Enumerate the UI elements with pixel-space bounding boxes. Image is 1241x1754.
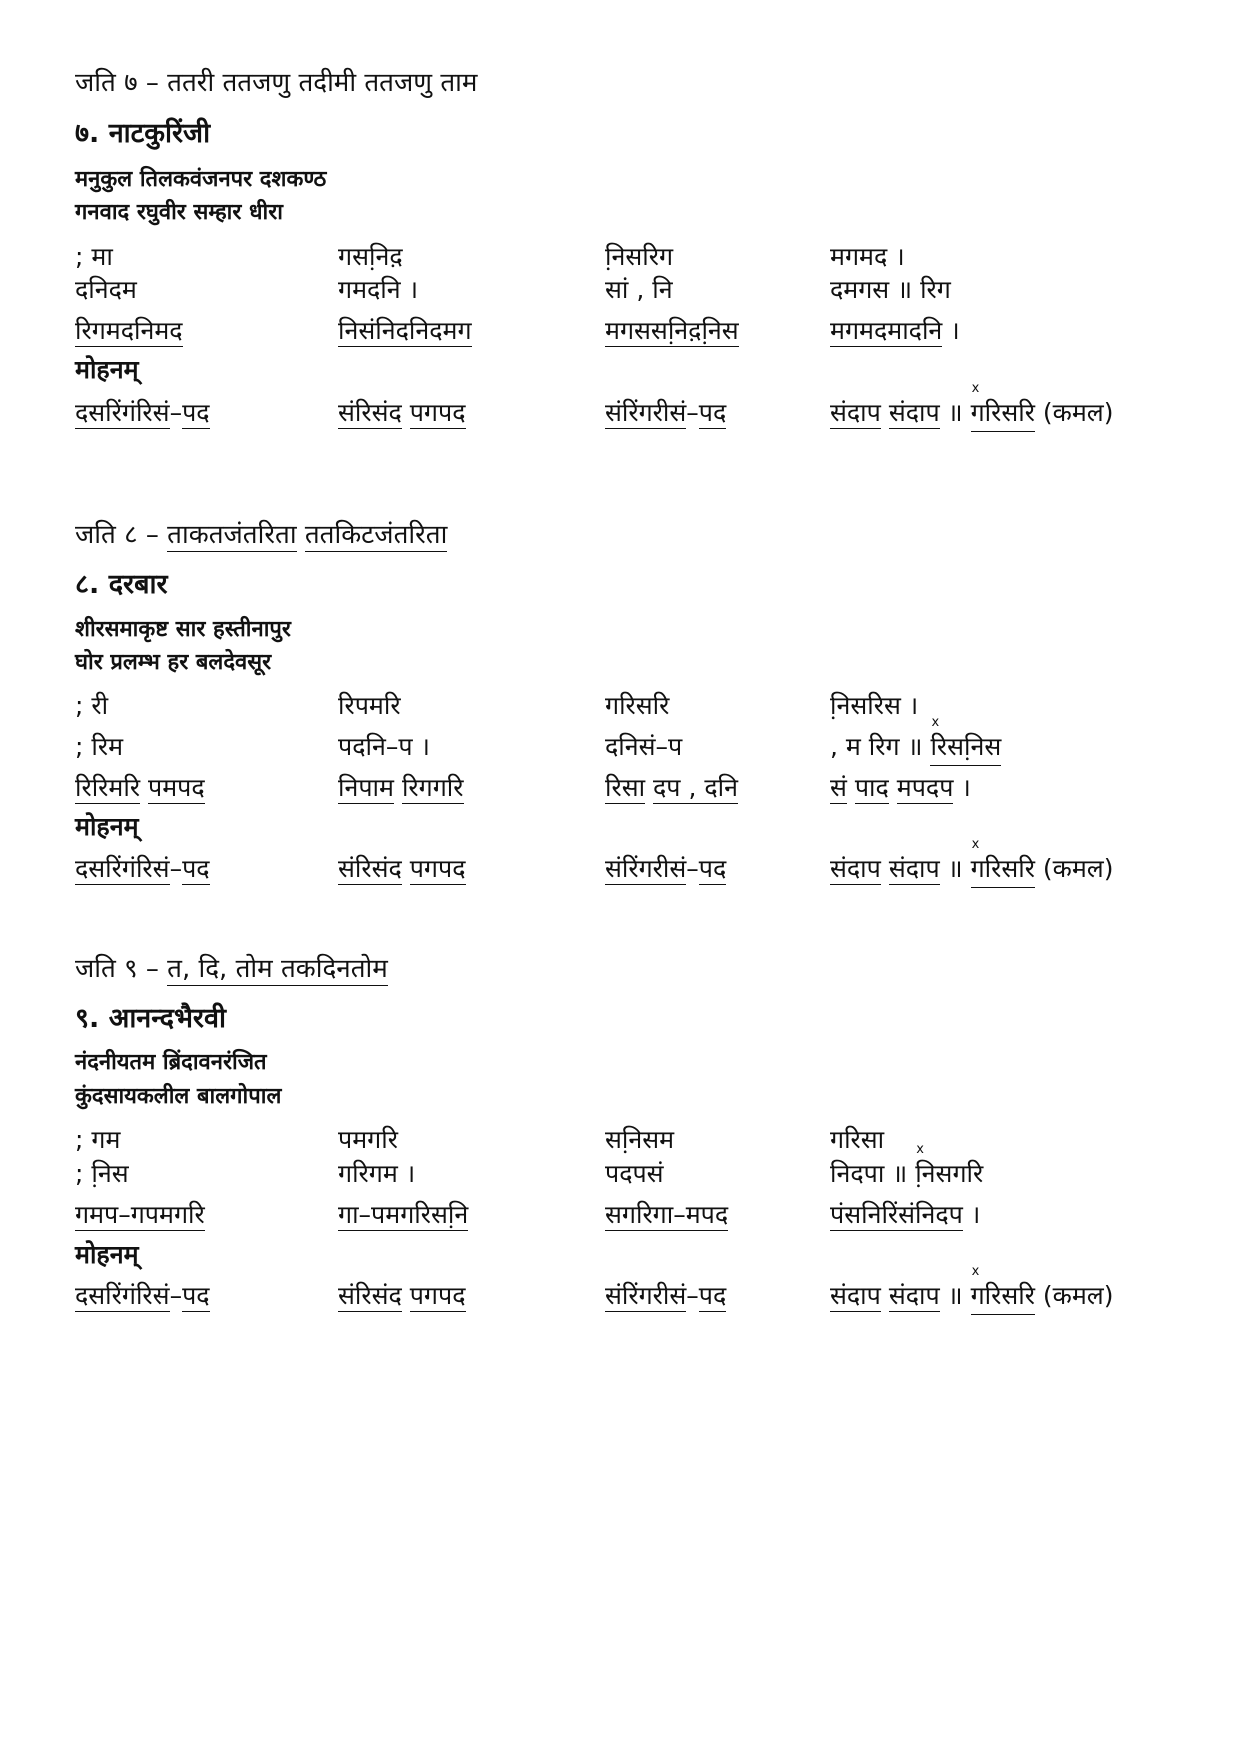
notation-cell bbox=[75, 1279, 210, 1313]
dash: – bbox=[169, 854, 183, 883]
marked-phrase: x गरिसरि bbox=[971, 396, 1035, 432]
notation-cell bbox=[605, 852, 726, 886]
notation-cell: दनिसं–प bbox=[605, 732, 683, 761]
notation-cell bbox=[830, 771, 971, 805]
notation-cell: ; रिम bbox=[75, 732, 124, 761]
return-label: (कमल) bbox=[1042, 398, 1114, 427]
marked-phrase: x रिसनि़स bbox=[930, 730, 1001, 766]
underlined-phrase: गा–पमगरिसनि़ bbox=[338, 1200, 469, 1229]
mohanam-row-9 bbox=[75, 1279, 1175, 1313]
underlined-phrase: दसरिंगंरिसं bbox=[75, 398, 170, 427]
raga-7-title: ७. नाटकुरिंजी bbox=[75, 118, 211, 149]
jati-9-syllables: त, दि, तोम तकदिनतोम bbox=[167, 954, 388, 984]
underlined-phrase: रिगगरि bbox=[401, 773, 464, 802]
underlined-phrase: रिरिमरि bbox=[75, 773, 141, 802]
underlined-phrase: मगससनि़द़नि़स bbox=[605, 316, 739, 345]
raga-7-lyric-2: गनवाद रघुवीर सम्हार धीरा bbox=[75, 200, 283, 225]
return-label: (कमल) bbox=[1042, 1281, 1114, 1310]
notation-cell bbox=[75, 1198, 205, 1232]
phrase: , म रिग ॥ bbox=[830, 732, 923, 761]
notation-cell: नि़सरिग bbox=[605, 242, 674, 271]
notation-cell bbox=[338, 1279, 466, 1313]
mohanam-heading-7: मोहनम् bbox=[75, 355, 139, 384]
notation-cell bbox=[75, 852, 210, 886]
notation-cell bbox=[830, 1198, 980, 1232]
underlined-phrase: संरिसंद bbox=[338, 398, 402, 427]
notation-cell: दनिदम bbox=[75, 275, 137, 304]
underlined-phrase: दसरिंगंरिसं bbox=[75, 1281, 170, 1310]
jati-7-prefix: जति ७ – bbox=[75, 68, 168, 98]
underlined-phrase: संरिंगरीसं bbox=[605, 398, 687, 427]
notation-cell: ; री bbox=[75, 691, 109, 720]
raga-8-title: ८. दरबार bbox=[75, 569, 168, 600]
underlined-phrase: पद bbox=[182, 1281, 210, 1310]
raga-9-row-2 bbox=[75, 1157, 1175, 1191]
underlined-phrase: पद bbox=[698, 1281, 727, 1310]
underlined-phrase: निसंनिदनिदमग bbox=[338, 316, 472, 345]
notation-cell bbox=[338, 852, 466, 886]
notation-cell bbox=[605, 396, 726, 430]
notation-cell bbox=[338, 771, 464, 805]
notation-cell bbox=[605, 771, 738, 805]
raga-8-row-1 bbox=[75, 689, 1175, 723]
dash: – bbox=[686, 1281, 699, 1310]
raga-8-row-3 bbox=[75, 771, 1175, 805]
return-label: (कमल) bbox=[1042, 854, 1114, 883]
marked-phrase: x गरिसरि bbox=[971, 1279, 1035, 1315]
underlined-phrase: संरिंगरीसं bbox=[605, 1281, 687, 1310]
notation-cell: सां , नि bbox=[605, 275, 673, 304]
underlined-phrase: रिसा bbox=[605, 773, 646, 802]
jati-7-syllables: ततरी ततजणु तदीमी ततजणु ताम bbox=[167, 68, 478, 98]
raga-7-lyric-1: मनुकुल तिलकवंजनपर दशकण्ठ bbox=[75, 167, 327, 192]
underlined-phrase: पगपद bbox=[409, 1281, 466, 1310]
raga-9-lyric-1: नंदनीयतम ब्रिंदावनरंजित bbox=[75, 1050, 267, 1075]
raga-9-row-1 bbox=[75, 1123, 1175, 1157]
underlined-phrase: पगपद bbox=[409, 398, 466, 427]
underlined-phrase: संदाप bbox=[830, 398, 881, 427]
raga-9-lyric-2: कुंदसायकलील बालगोपाल bbox=[75, 1084, 282, 1109]
notation-cell: गरिगम । bbox=[338, 1159, 416, 1188]
notation-cell bbox=[605, 1279, 726, 1313]
underlined-phrase: पद bbox=[182, 854, 210, 883]
underlined-phrase: सगरिगा–मपद bbox=[605, 1200, 729, 1229]
notation-cell bbox=[605, 314, 739, 348]
jati-8-syllables-b: ततकिटजंतरिता bbox=[304, 520, 448, 550]
jati-7-line bbox=[75, 66, 477, 100]
underlined-phrase: संदाप bbox=[830, 854, 881, 883]
danda-mark: । bbox=[961, 773, 971, 802]
notation-cell: गरिसा bbox=[830, 1125, 885, 1154]
underlined-phrase: पगपद bbox=[409, 854, 466, 883]
underlined-phrase: मपदप bbox=[896, 773, 954, 802]
notation-cell bbox=[830, 730, 1001, 766]
notation-cell bbox=[830, 1279, 1114, 1315]
notation-cell: पदनि–प । bbox=[338, 732, 430, 761]
raga-7-row-1 bbox=[75, 240, 1175, 274]
mohanam-row-7 bbox=[75, 396, 1175, 430]
notation-cell bbox=[605, 1198, 728, 1232]
danda-mark: । bbox=[950, 316, 960, 345]
raga-7-row-3 bbox=[75, 314, 1175, 348]
notation-cell: ; मा bbox=[75, 242, 113, 271]
underlined-phrase: दसरिंगंरिसं bbox=[75, 854, 170, 883]
underlined-phrase: पद bbox=[698, 854, 727, 883]
notation-cell: गरिसरि bbox=[605, 691, 670, 720]
raga-8-lyric-1: शीरसमाकृष्ट सार हस्तीनापुर bbox=[75, 617, 291, 642]
underlined-phrase: पद bbox=[182, 398, 210, 427]
notation-cell: ; गम bbox=[75, 1125, 121, 1154]
raga-9-row-3 bbox=[75, 1198, 1175, 1232]
notation-cell: सनि़सम bbox=[605, 1125, 675, 1154]
double-danda: ॥ bbox=[947, 854, 963, 883]
notation-cell: दमगस ॥ रिग bbox=[830, 275, 951, 304]
raga-7-row-2 bbox=[75, 273, 1175, 307]
mohanam-row-8 bbox=[75, 852, 1175, 886]
danda-mark: । bbox=[970, 1200, 981, 1229]
notation-cell: मगमद । bbox=[830, 242, 905, 271]
underlined-phrase: संरिंगरीसं bbox=[605, 854, 687, 883]
notation-cell bbox=[338, 314, 472, 348]
jati-8-syllables-a: ताकतजंतरिता bbox=[167, 520, 297, 550]
notation-cell bbox=[75, 314, 183, 348]
jati-9-prefix: जति ९ – bbox=[75, 954, 168, 984]
notation-cell: गमदनि । bbox=[338, 275, 419, 304]
dash: – bbox=[169, 1281, 183, 1310]
underlined-phrase: मगमदमादनि bbox=[830, 316, 943, 345]
underlined-phrase: संरिसंद bbox=[338, 854, 402, 883]
double-danda: ॥ bbox=[947, 1281, 963, 1310]
notation-cell: नि़सरिस । bbox=[830, 691, 919, 720]
notation-cell: पदपसं bbox=[605, 1159, 664, 1188]
dash: – bbox=[169, 398, 183, 427]
notation-cell bbox=[830, 314, 960, 348]
underlined-phrase: पंसनिरिंसंनिदप bbox=[830, 1200, 963, 1229]
marked-phrase: x नि़सगरि bbox=[915, 1157, 983, 1191]
page bbox=[75, 0, 1175, 1754]
underlined-phrase: संरिसंद bbox=[338, 1281, 402, 1310]
underlined-phrase: संदाप bbox=[888, 398, 940, 427]
underlined-phrase: पद bbox=[698, 398, 727, 427]
marked-phrase: x गरिसरि bbox=[971, 852, 1035, 888]
notation-cell bbox=[830, 396, 1114, 432]
notation-cell bbox=[830, 1157, 983, 1191]
underlined-phrase: निपाम bbox=[338, 773, 394, 802]
underlined-phrase: संदाप bbox=[888, 1281, 940, 1310]
underlined-phrase: दप , दनि bbox=[653, 773, 738, 802]
underlined-phrase: गमप–गपमगरि bbox=[75, 1200, 205, 1229]
notation-cell bbox=[75, 396, 210, 430]
mohanam-heading-9: मोहनम् bbox=[75, 1240, 139, 1269]
notation-cell: रिपमरि bbox=[338, 691, 401, 720]
notation-cell bbox=[338, 396, 466, 430]
dash: – bbox=[686, 398, 699, 427]
jati-9-line bbox=[75, 952, 388, 986]
raga-9-title: ९. आनन्दभैरवी bbox=[75, 1003, 226, 1034]
underlined-phrase: पाद bbox=[854, 773, 889, 802]
notation-cell: पमगरि bbox=[338, 1125, 398, 1154]
mohanam-heading-8: मोहनम् bbox=[75, 812, 139, 841]
jati-8-prefix: जति ८ – bbox=[75, 520, 168, 550]
underlined-phrase: संदाप bbox=[888, 854, 940, 883]
underlined-phrase: सं bbox=[830, 773, 847, 802]
dash: – bbox=[686, 854, 699, 883]
phrase: निदपा ॥ bbox=[830, 1159, 908, 1188]
notation-cell bbox=[338, 1198, 468, 1232]
notation-cell: गसनि़द़ bbox=[338, 242, 403, 271]
notation-cell bbox=[830, 852, 1114, 888]
jati-8-line bbox=[75, 518, 447, 552]
notation-cell bbox=[75, 771, 205, 805]
underlined-phrase: पमपद bbox=[148, 773, 205, 802]
underlined-phrase: रिगमदनिमद bbox=[75, 316, 183, 345]
double-danda: ॥ bbox=[947, 398, 963, 427]
raga-8-row-2 bbox=[75, 730, 1175, 764]
notation-cell: ; नि़स bbox=[75, 1159, 129, 1188]
underlined-phrase: संदाप bbox=[830, 1281, 881, 1310]
raga-8-lyric-2: घोर प्रलम्भ हर बलदेवसूर bbox=[75, 650, 272, 675]
